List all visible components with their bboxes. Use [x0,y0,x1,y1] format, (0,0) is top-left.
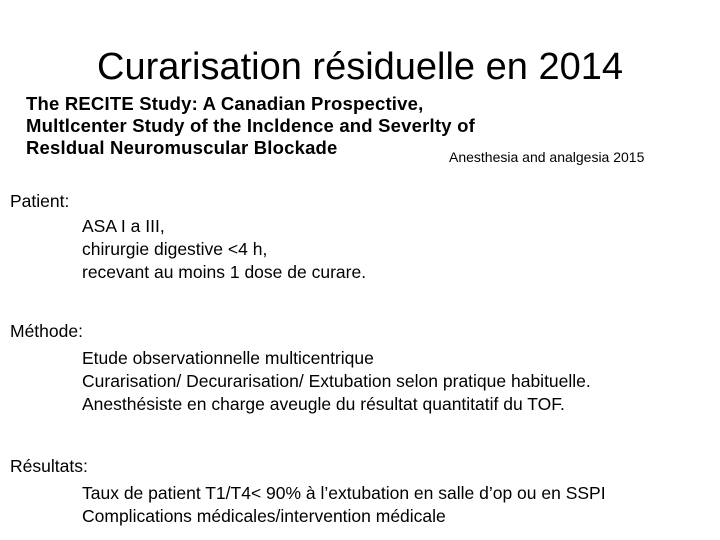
methode-label: Méthode: [10,321,83,341]
methode-lines [82,347,591,416]
patient-line: ASA I a III, [82,216,165,236]
paper-title-line: The RECITE Study: A Canadian Prospective, [26,93,424,114]
patient-line: recevant au moins 1 dose de curare. [82,262,367,282]
patient-lines [82,215,366,284]
methode-line: Curarisation/ Decurarisation/ Extubation selon pratique habituelle. [82,371,591,391]
methode-line: Etude observationnelle multicentrique [82,348,374,368]
patient-line: chirurgie digestive <4 h, [82,239,268,259]
resultats-lines [82,482,606,528]
paper-title-line: Resldual Neuromuscular Blockade [26,137,338,158]
resultats-label: Résultats: [10,456,88,476]
slide-title: Curarisation résiduelle en 2014 [97,46,623,88]
methode-line: Anesthésiste en charge aveugle du résultat quantitatif du TOF. [82,394,565,414]
resultats-line: Taux de patient T1/T4< 90% à l’extubation en salle d’op ou en SSPI [82,483,606,503]
patient-label: Patient: [10,191,70,211]
resultats-line: Complications médicales/intervention médicale [82,506,446,526]
paper-title-line: Multlcenter Study of the Incldence and Severlty of [26,115,475,136]
journal-citation: Anesthesia and analgesia 2015 [449,149,645,165]
